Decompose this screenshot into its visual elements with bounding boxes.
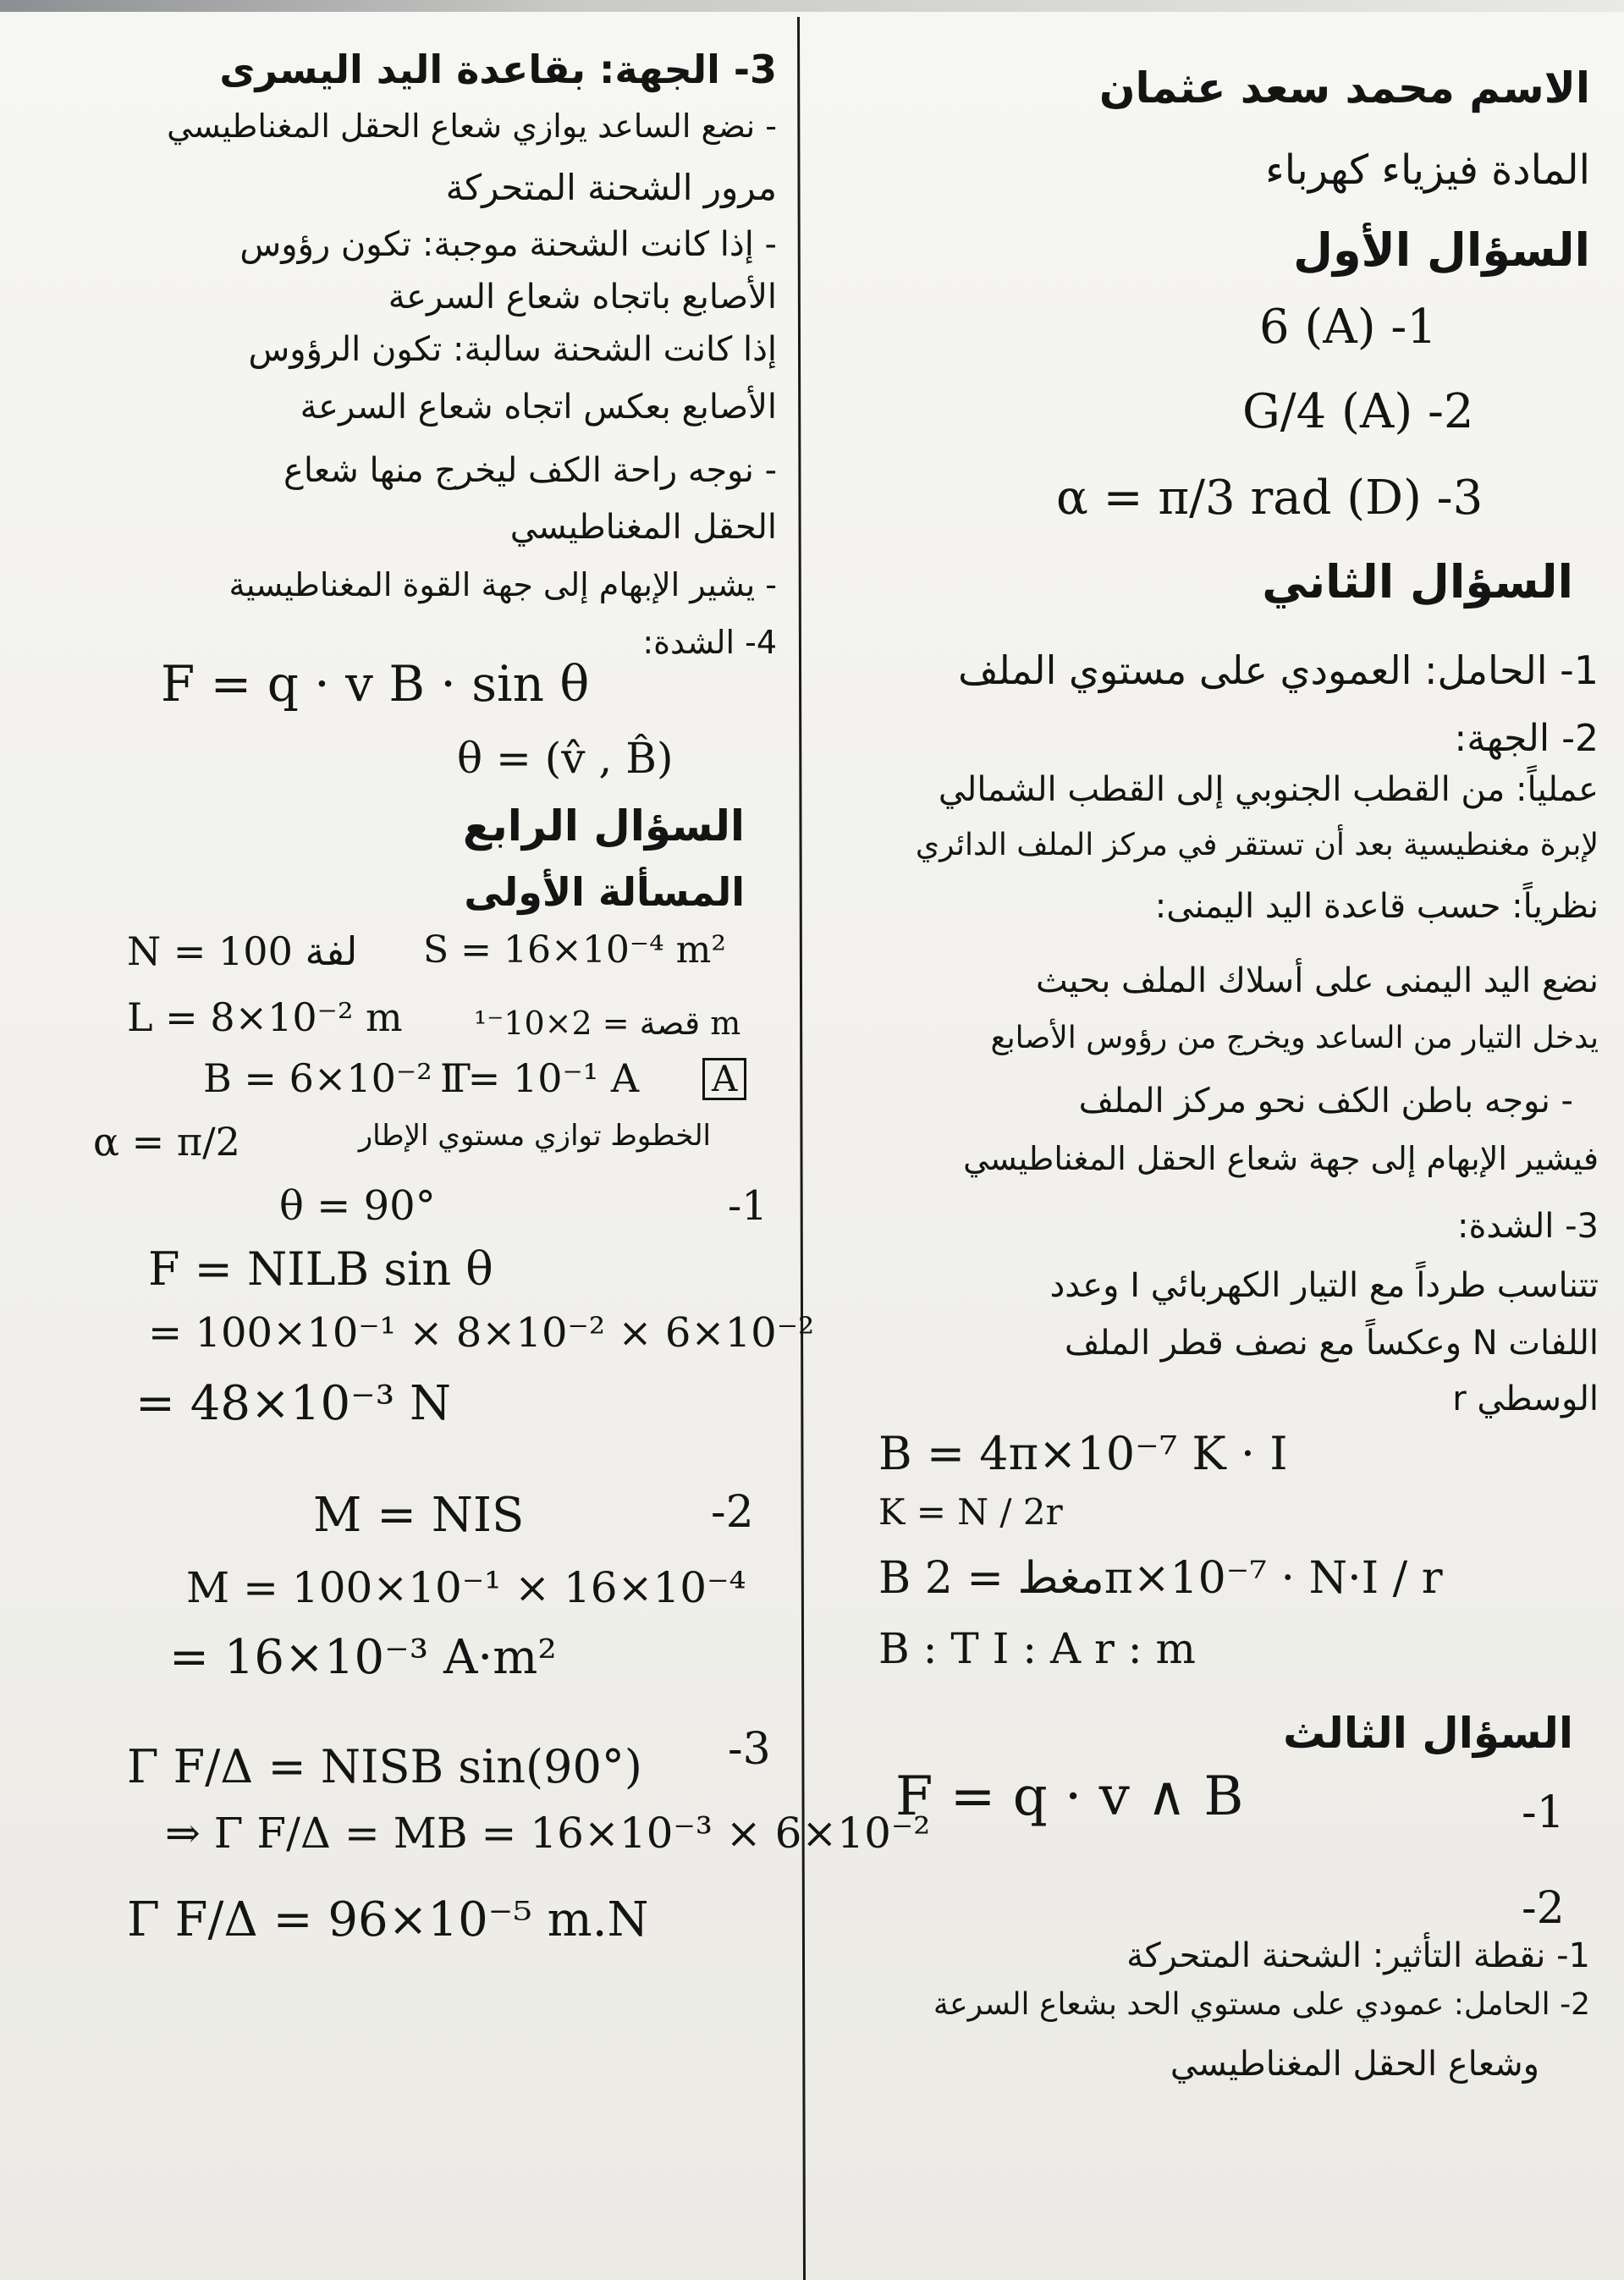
left-line-4: - إذا كانت الشحنة موجبة: تكون رؤوس <box>239 225 777 264</box>
given-width: قصة = 2×10⁻¹ m <box>474 1005 741 1042</box>
q2-line-9: فيشير الإبهام إلى جهة شعاع الحقل المغناطيسي <box>963 1140 1599 1177</box>
q4-title: السؤال الرابع <box>462 801 745 851</box>
q2-units: B : T I : A r : m <box>878 1624 1196 1673</box>
q2-line-8: - نوجه باطن الكف نحو مركز الملف <box>1078 1082 1573 1121</box>
subject-line: المادة فيزياء كهرباء <box>1265 146 1590 194</box>
step-2-formula: M = NIS <box>313 1488 525 1543</box>
q2-line-6: نضع اليد اليمنى على أسلاك الملف بحيث <box>1036 961 1599 1000</box>
step-1-substitution: = 100×10⁻¹ × 8×10⁻² × 6×10⁻² <box>148 1309 815 1357</box>
q2-formula-2: B مغط = 2π×10⁻⁷ · N·I / r <box>878 1553 1443 1604</box>
given-note: الخطوط توازي مستوي الإطار <box>358 1119 711 1153</box>
step-1-result: = 48×10⁻³ N <box>135 1376 451 1431</box>
q2-line-4: لإبرة مغنطيسية بعد أن تستقر في مركز الملف الدائري <box>915 828 1599 862</box>
left-line-10: - يشير الإبهام إلى جهة القوة المغناطيسية <box>228 566 777 603</box>
q2-line-7: يدخل التيار من الساعد ويخرج من رؤوس الأصابع <box>990 1021 1599 1055</box>
step-3-formula: Γ F/Δ = NISB sin(90°) <box>127 1740 642 1793</box>
q2-line-11: تتناسب طرداً مع التيار الكهربائي I وعدد <box>1049 1266 1599 1305</box>
q3-line-3: وشعاع الحقل المغناطيسي <box>1170 2045 1539 2084</box>
q2-line-3: عملياً: من القطب الجنوبي إلى القطب الشمالي <box>938 770 1599 809</box>
q1-answer-1: 6 (A) -1 <box>1259 300 1437 355</box>
left-line-7: الأصابع بعكس اتجاه شعاع السرعة <box>300 388 777 427</box>
given-alpha: α = π/2 <box>93 1119 240 1165</box>
step-2-result: = 16×10⁻³ A·m² <box>169 1630 557 1685</box>
force-formula: F = q · v B · sin θ <box>161 655 590 713</box>
q2-line-12: اللفات N وعكساً مع نصف قطر الملف <box>1064 1324 1599 1363</box>
left-line-2: - نضع الساعد يوازي شعاع الحقل المغناطيسي <box>167 107 777 145</box>
step-2-number: -2 <box>711 1487 754 1538</box>
step-1-formula: F = NILB sin θ <box>148 1242 493 1296</box>
q3-line-2: 2- الحامل: عمودي على مستوي الحد بشعاع السرعة <box>933 1987 1590 2022</box>
q1-answer-2: G/4 (A) -2 <box>1242 384 1474 439</box>
given-turns: N = 100 لفة <box>127 928 358 974</box>
q2-line-5: نظرياً: حسب قاعدة اليد اليمنى: <box>1154 887 1599 926</box>
q3-line-1: 1- نقطة التأثير: الشحنة المتحركة <box>1126 1936 1590 1975</box>
left-line-1: 3- الجهة: بقاعدة اليد اليسرى <box>219 47 777 92</box>
step-3-substitution: ⇒ Γ F/Δ = MB = 16×10⁻³ × 6×10⁻² <box>165 1809 931 1858</box>
q3-title: السؤال الثالث <box>1283 1709 1573 1758</box>
angle-definition: θ = (v̂ , B̂) <box>457 734 674 783</box>
q2-line-1: 1- الحامل: العمودي على مستوي الملف <box>958 647 1599 693</box>
step-3-number: -3 <box>728 1724 771 1775</box>
left-line-8: - نوجه راحة الكف ليخرج منها شعاع <box>283 451 777 490</box>
given-current: I = 10⁻¹ A <box>440 1055 640 1101</box>
student-name: الاسم محمد سعد عثمان <box>1098 63 1590 113</box>
q2-title: السؤال الثاني <box>1262 555 1573 609</box>
problem-1-title: المسألة الأولى <box>464 869 745 915</box>
q3-number-2: -2 <box>1522 1883 1565 1934</box>
left-line-11: 4- الشدة: <box>642 624 777 661</box>
q3-formula: F = q · v ∧ B <box>895 1765 1244 1828</box>
step-1-angle: θ = 90° <box>279 1182 436 1230</box>
step-2-substitution: M = 100×10⁻¹ × 16×10⁻⁴ <box>186 1563 746 1612</box>
q2-line-10: 3- الشدة: <box>1456 1207 1599 1246</box>
q2-formula-1: B = 4π×10⁻⁷ K · I <box>878 1427 1288 1480</box>
q2-formula-k: K = N / 2r <box>878 1491 1063 1533</box>
left-line-3: مرور الشحنة المتحركة <box>445 167 777 208</box>
left-line-6: إذا كانت الشحنة سالبة: تكون الرؤوس <box>248 330 777 369</box>
given-field: B = 6×10⁻² T <box>203 1055 471 1101</box>
given-area: S = 16×10⁻⁴ m² <box>423 928 727 972</box>
q1-answer-3: α = π/3 rad (D) -3 <box>1056 471 1484 526</box>
given-length: L = 8×10⁻² m <box>127 994 403 1040</box>
q1-title: السؤال الأول <box>1293 223 1590 277</box>
q2-line-13: الوسطي r <box>1452 1380 1599 1418</box>
step-3-result: Γ F/Δ = 96×10⁻⁵ m.N <box>127 1892 649 1947</box>
left-line-9: الحقل المغناطيسي <box>509 508 777 547</box>
q2-line-2: 2- الجهة: <box>1454 717 1599 760</box>
answer-choice-box: A <box>702 1058 746 1100</box>
q3-number-1: -1 <box>1522 1787 1565 1838</box>
step-1-number: -1 <box>728 1182 768 1230</box>
left-line-5: الأصابع باتجاه شعاع السرعة <box>388 278 777 317</box>
right-column <box>802 0 1624 2280</box>
